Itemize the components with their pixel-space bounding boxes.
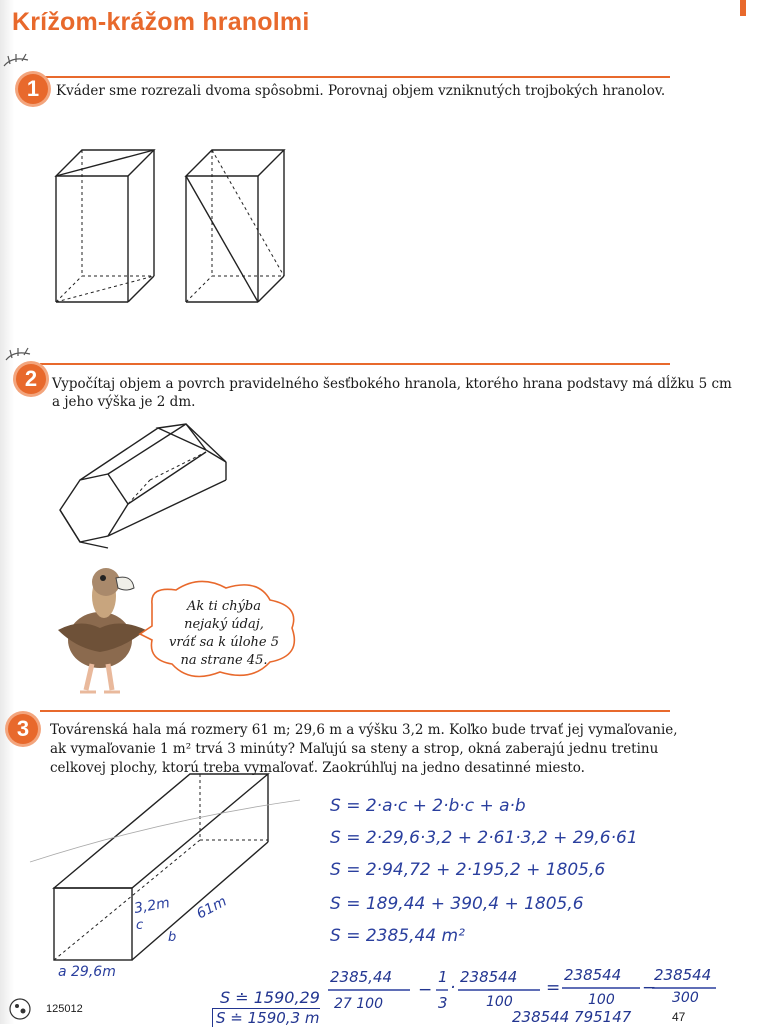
bubble-line-1: Ak ti chýba [187,599,261,614]
fraction-4-numerator: 238544 [564,966,622,984]
equation-line-4: S = 189,44 + 390,4 + 1805,6 [330,894,584,914]
label-height: 3,2m [132,895,172,917]
task-2-text-line-2: a jeho výška je 2 dm. [52,394,196,410]
bubble-line-3: vráť sa k úlohe 5 [168,635,280,650]
fraction-3-denominator: 100 [486,994,513,1010]
fraction-1-denominator: 27 100 [334,996,383,1012]
fraction-4-denominator: 100 [588,992,615,1008]
multiply-dot: · [450,978,456,998]
fraction-5-denominator: 300 [672,990,699,1006]
equation-line-1: S = 2·a·c + 2·b·c + a·b [330,796,526,816]
equation-line-2: S = 2·29,6·3,2 + 2·61·3,2 + 29,6·61 [330,828,638,848]
label-width: a 29,6m [58,964,116,980]
fraction-5-numerator: 238544 [654,966,712,984]
task-2-text-line-1: Vypočítaj objem a povrch pravidelného šesťbokého hranola, ktorého hrana podstavy má dĺžku 5 cm [52,376,732,392]
result-approx-2: S ≐ 1590,3 m [212,1008,320,1027]
equals-sign: = [546,978,561,998]
minus-sign-2: − [642,978,657,998]
task-3-text-line-3: celkovej plochy, ktorú treba vymaľovať. Zaokrúhľuj na jedno desatinné miesto. [50,760,585,776]
label-length: 61m [194,893,230,923]
publisher-logo-icon [8,998,32,1020]
equation-line-3: S = 2·94,72 + 2·195,2 + 1805,6 [330,860,606,880]
bubble-line-4: na strane 45. [180,653,268,668]
task-number-badge-1: 1 [18,74,48,104]
fraction-2-denominator: 3 [438,994,448,1012]
page-number: 47 [672,1010,686,1024]
footer-code: 125012 [46,1003,83,1015]
result-approx-1: S ≐ 1590,29 [220,988,320,1007]
task-number-badge-3: 3 [8,714,38,744]
bubble-line-2: nejaký údaj, [184,617,264,632]
bottom-right-working: 238544 795147 [512,1008,632,1026]
task-3-text-line-2: ak vymaľovanie 1 m² trvá 3 minúty? Maľujú sa steny a strop, okná zaberajú jednu tretinu [50,741,659,757]
fraction-1-numerator: 2385,44 [330,968,393,986]
label-b: b [168,930,177,945]
fraction-3-numerator: 238544 [460,968,518,986]
fraction-2-numerator: 1 [438,968,448,986]
page-title: Krížom-krážom hranolmi [12,8,310,36]
label-c: c [136,918,144,933]
task-1-text: Kváder sme rozrezali dvoma spôsobmi. Porovnaj objem vzniknutých trojbokých hranolov. [56,83,666,99]
equation-line-5: S = 2385,44 m² [330,926,465,946]
task-number-badge-2: 2 [16,364,46,394]
task-3-text-line-1: Továrenská hala má rozmery 61 m; 29,6 m a výšku 3,2 m. Koľko bude trvať jej vymaľovanie, [50,722,678,738]
minus-sign-1: − [418,980,433,1000]
